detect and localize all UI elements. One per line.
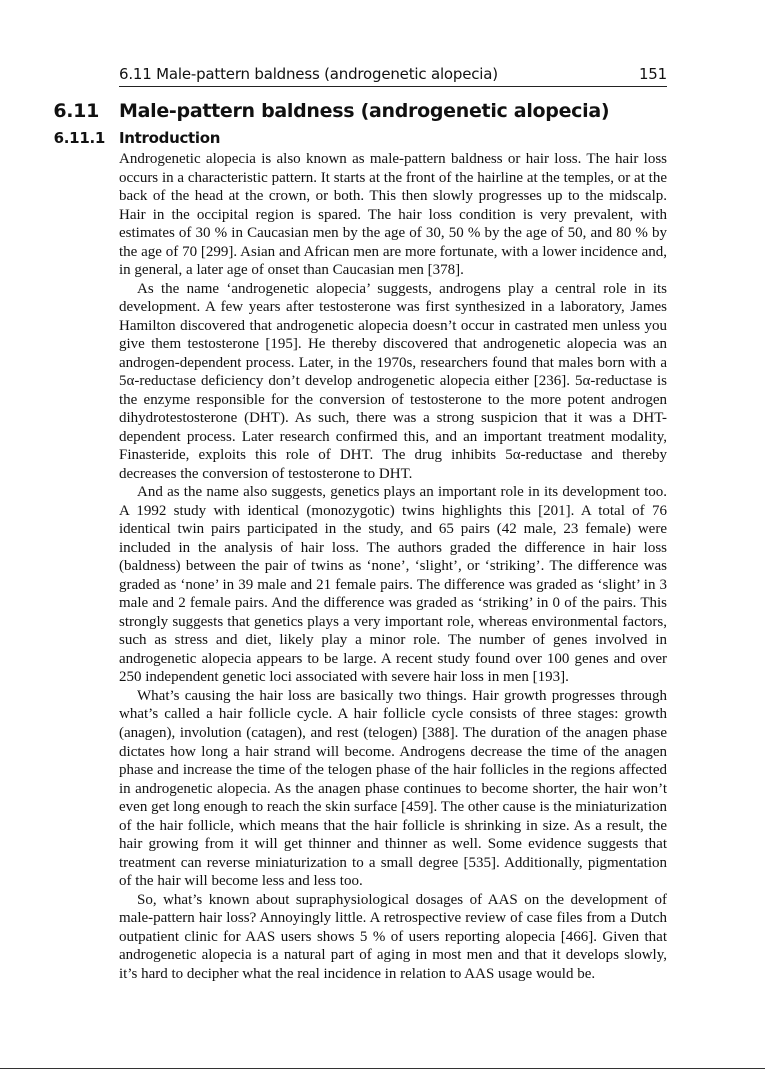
section-number: 6.11 (53, 100, 99, 122)
bottom-divider (0, 1068, 765, 1069)
paragraph-aas: So, what’s known about supraphysiological dosages of AAS on the development of male-pattern hair loss? Annoyingly little. A retrospective review of case files from a Dutch outpatient clinic for AAS users shows 5 % of users reporting alopecia [466]. Given that androgenetic alopecia is a natural part of aging in most men and that it develops slowly, it’s hard to decipher what the real incidence in relation to AAS usage would be. (119, 891, 667, 982)
running-header-title: 6.11 Male-pattern baldness (androgenetic alopecia) (119, 65, 498, 83)
section-heading (0, 98, 765, 124)
paragraph-hair-cycle: What’s causing the hair loss are basically two things. Hair growth progresses through what’s called a hair follicle cycle. A hair follicle cycle consists of three stages: growth (anagen), involution (catagen), and rest (telogen) [388]. The duration of the anagen phase dictates how long a hair strand will become. Androgens decrease the time of the anagen phase and increase the time of the telogen phase of the hair follicles in the regions affected in androgenetic alopecia. As the anagen phase continues to become shorter, the hair won’t even get long enough to reach the skin surface [459]. The other cause is the miniaturization of the hair follicle, which means that the hair follicle is shrinking in size. As a result, the hair growing from it will get thinner and thinner as well. Some evidence suggests that treatment can reverse miniaturization to a small degree [535]. Additionally, pigmentation of the hair will become less and less too. (119, 687, 667, 890)
running-header (119, 64, 667, 87)
paragraph-genetics: And as the name also suggests, genetics plays an important role in its development too. A 1992 study with identical (monozygotic) twins highlights this [201]. A total of 76 identical twin pairs participated in the study, and 65 pairs (42 male, 23 female) were included in the analysis of hair loss. The authors graded the difference in hair loss (baldness) between the pair of twins as ‘none’, ‘slight’, or ‘striking’. The difference was graded as ‘none’ in 39 male and 21 female pairs. The difference was graded as ‘slight’ in 3 male and 2 female pairs. And the difference was graded as ‘striking’ in 0 of the pairs. This strongly suggests that genetics plays a very important role, whereas environmental factors, such as stress and diet, likely play a minor role. The number of genes involved in androgenetic alopecia appears to be large. A recent study found over 100 genes and over 250 independent genetic loci associated with severe hair loss in men [193]. (119, 484, 667, 686)
subsection-heading (0, 128, 765, 148)
subsection-number: 6.11.1 (53, 129, 105, 147)
subsection-title: Introduction (119, 129, 221, 147)
page-number: 151 (638, 65, 667, 83)
section-title: Male-pattern baldness (androgenetic alopecia) (119, 100, 610, 122)
body-text (119, 150, 667, 983)
paragraph-androgens: As the name ‘androgenetic alopecia’ suggests, androgens play a central role in its development. A few years after testosterone was first synthesized in a laboratory, James Hamilton discovered that androgenetic alopecia doesn’t occur in castrated men unless you give them testosterone [195]. He thereby discovered that androgenetic alopecia was an androgen-dependent process. Later, in the 1970s, researchers found that males born with a 5α-reductase deficiency don’t develop androgenetic alopecia either [236]. 5α-reductase is the enzyme responsible for the conversion of testosterone to the more potent androgen dihydrotestosterone (DHT). As such, there was a strong suspicion that it was a DHT-dependent process. Later research confirmed this, and an important treatment modality, Finasteride, exploits this role of DHT. The drug inhibits 5α-reductase and thereby decreases the conversion of testosterone to DHT. (119, 280, 667, 482)
paragraph-prevalence: Androgenetic alopecia is also known as male-pattern baldness or hair loss. The hair loss occurs in a characteristic pattern. It starts at the front of the hairline at the temples, or at the back of the head at the crown, or both. This then slowly progresses up to the midscalp. Hair in the occipital region is spared. The hair loss condition is very prevalent, with estimates of 30 % in Caucasian men by the age of 30, 50 % by the age of 50, and 80 % by the age of 70 [299]. Asian and African men are more fortunate, with a lower incidence and, in general, a later age of onset than Caucasian men [378]. (119, 151, 667, 279)
